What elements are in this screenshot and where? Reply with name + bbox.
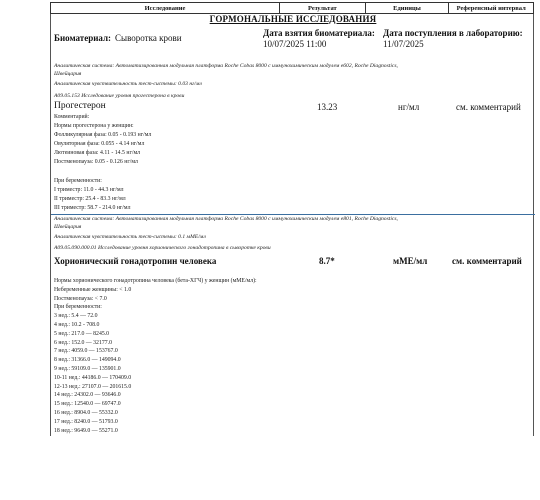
- norm-line: Небеременные женщины: < 1.0: [54, 286, 132, 293]
- pregnancy-line: I триместр: 11.0 - 44.3 нг/мл: [54, 187, 124, 193]
- collected-label: Дата взятия биоматериала:: [263, 28, 375, 38]
- section-title: ГОРМОНАЛЬНЫЕ ИССЛЕДОВАНИЯ: [209, 14, 377, 24]
- norm-line: 5 нед.: 217.0 — 8245.0: [54, 330, 110, 337]
- comment-line: Постменопауза: 0.05 - 0.126 нг/мл: [54, 159, 138, 165]
- block2-result: 8.7*: [319, 256, 335, 266]
- biomaterial-label: Биоматериал:: [54, 33, 112, 43]
- block1-test-name: Прогестерон: [54, 101, 106, 111]
- block2-units: мМЕ/мл: [393, 256, 428, 266]
- norm-line: Постменопауза: < 7.0: [54, 295, 107, 302]
- norm-line: 8 нед.: 31366.0 — 149094.0: [54, 357, 121, 364]
- norm-line: 16 нед.: 8904.0 — 55332.0: [54, 409, 118, 416]
- norm-line: 17 нед.: 8240.0 — 51793.0: [54, 418, 118, 425]
- pregnancy-line: При беременности:: [54, 178, 102, 184]
- block1-units: нг/мл: [398, 102, 420, 112]
- block1-sensitivity: Аналитическая чувствительность тест-системы: 0.03 нг/мл: [54, 81, 202, 87]
- block2-test-name: Хорионический гонадотропин человека: [54, 256, 217, 266]
- table-header: [50, 2, 534, 14]
- norm-line: 15 нед.: 12540.0 — 69747.0: [54, 401, 121, 408]
- block2-code: А09.05.090.000.01 Исследование уровня хорионического гонадотропина в сыворотке крови: [54, 245, 271, 251]
- collected-value: 10/07/2025 11:00: [263, 39, 327, 49]
- pregnancy-line: III триместр: 58.7 - 214.0 нг/мл: [54, 205, 131, 211]
- pregnancy-line: II триместр: 25.4 - 83.3 нг/мл: [54, 196, 126, 202]
- norm-line: 6 нед.: 152.0 — 32177.0: [54, 339, 112, 346]
- block1-code: А09.05.153 Исследование уровня прогестерона в крови: [54, 93, 185, 99]
- norm-line: 10-11 нед.: 44186.0 — 170409.0: [54, 374, 132, 381]
- comment-line: Нормы прогестерона у женщин:: [54, 123, 134, 129]
- block1-comment: [54, 113, 151, 167]
- report-body: [50, 14, 534, 436]
- biomaterial-value: Сыворотка крови: [115, 33, 182, 43]
- header-units: Единицы: [366, 3, 450, 13]
- comment-line: Фолликулярная фаза: 0.05 - 0.193 нг/мл: [54, 132, 152, 138]
- block1-result: 13.23: [317, 102, 338, 112]
- biomaterial: [54, 28, 182, 46]
- norm-line: 18 нед.: 9649.0 — 55271.0: [54, 427, 118, 434]
- norm-line: Нормы хорионического гонадотропина человека (бета-ХГЧ) у женщин (мМЕ/мл):: [54, 278, 257, 284]
- block1-pregnancy: [54, 177, 130, 213]
- block1-system-line1: Аналитическая система: Автоматизированная модульная платформа Roche Cobas 8000 с иммунохимическим модулем e602, Roche Diagnostics,: [54, 63, 398, 69]
- comment-line: Лютеиновая фаза: 4.11 - 14.5 нг/мл: [54, 150, 140, 156]
- block2-system-line1: Аналитическая система: Автоматизированная модульная платформа Roche Cobas 8000 с иммунохимическим модулем e801, Roche Diagnostics,: [54, 216, 398, 222]
- norm-line: 14 нед.: 24302.0 — 93646.0: [54, 392, 121, 399]
- block2-system-line2: Швейцария: [54, 224, 82, 230]
- header-study: Исследование: [51, 3, 280, 13]
- block2-sensitivity: Аналитическая чувствительность тест-системы: 0.1 мМЕ/мл: [54, 234, 206, 240]
- received-label: Дата поступления в лабораторию:: [383, 28, 523, 38]
- block1-reference: см. комментарий: [456, 102, 521, 112]
- norm-line: 9 нед.: 59109.0 — 135901.0: [54, 365, 121, 372]
- section-divider: [51, 214, 535, 215]
- received-value: 11/07/2025: [383, 39, 424, 49]
- block1-system-line2: Швейцария: [54, 71, 82, 77]
- block2-reference: см. комментарий: [452, 256, 522, 266]
- norm-line: 4 нед.: 10.2 - 708.0: [54, 321, 100, 328]
- block2-norms: [54, 277, 257, 435]
- norm-line: 7 нед.: 4059.0 — 153767.0: [54, 348, 118, 355]
- norm-line: 3 нед.: 5.4 — 72.0: [54, 313, 98, 320]
- comment-line: Комментарий:: [54, 114, 90, 120]
- norm-line: 12-13 нед.: 27107.0 — 201615.0: [54, 383, 132, 390]
- norm-line: При беременности:: [54, 304, 102, 311]
- comment-line: Овуляторная фаза: 0.055 - 4.14 нг/мл: [54, 141, 145, 147]
- header-reference: Референсный интервал: [456, 4, 526, 12]
- header-result: Результат: [280, 3, 366, 13]
